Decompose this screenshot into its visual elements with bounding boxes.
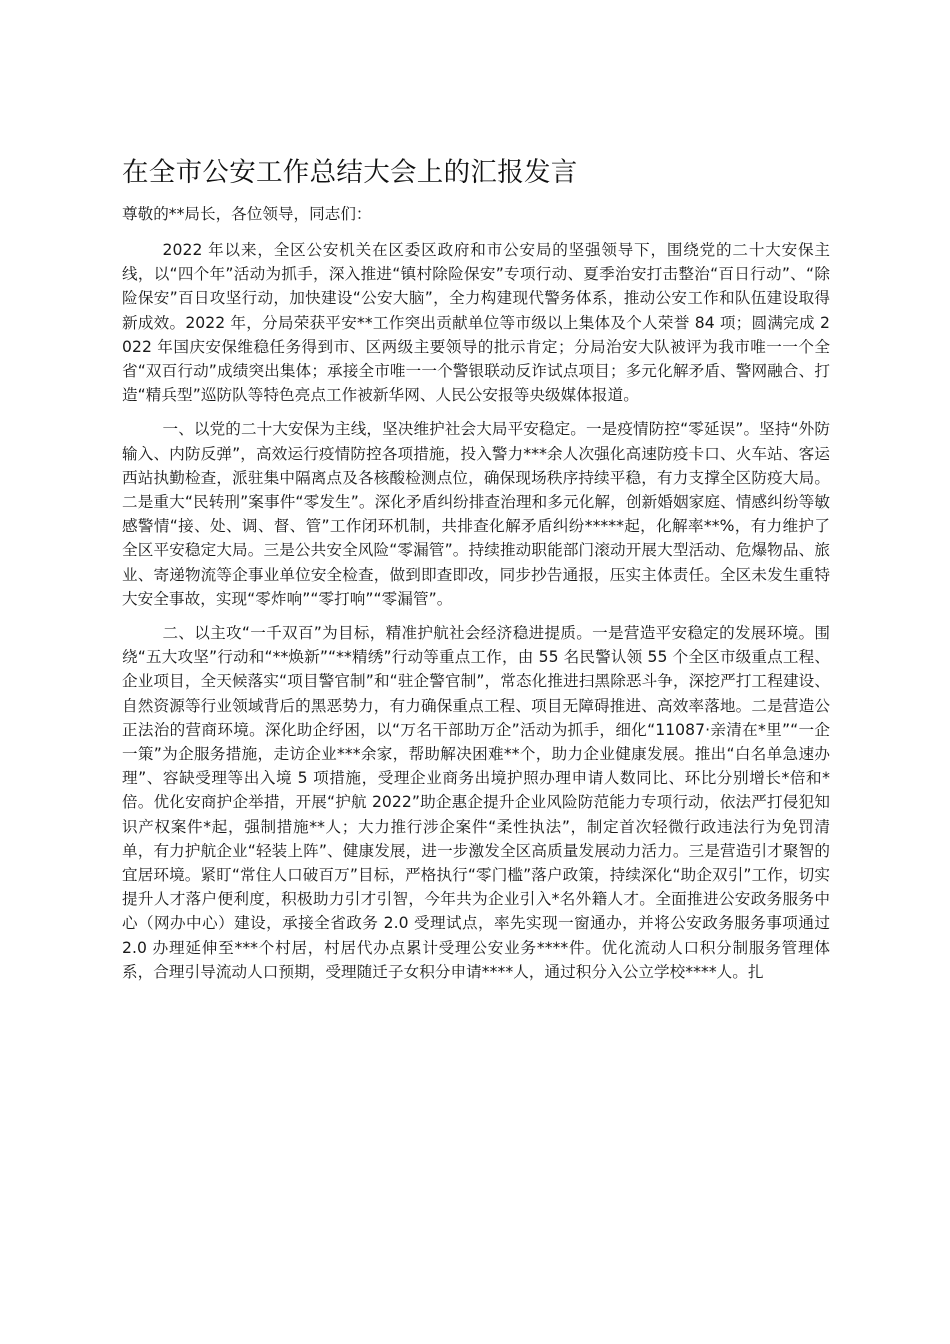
- document-page: [122, 150, 830, 994]
- salutation: 尊敬的**局长，各位领导，同志们：: [122, 205, 372, 223]
- paragraph-section-one: 一、以党的二十大安保为主线，坚决维护社会大局平安稳定。一是疫情防控“零延误”。坚持“外防输入、内防反弹”，高效运行疫情防控各项措施，投入警力***余人次强化高速防疫卡口、火车站、客运西站执勤检查，派驻集中隔离点及各核酸检测点位，确保现场秩序持续平稳，有力支撑全区防疫大局。二是重大“民转刑”案事件“零发生”。深化矛盾纠纷排查治理和多元化解，创新婚姻家庭、情感纠纷等敏感警情“接、处、调、督、管”工作闭环机制，共排查化解矛盾纠纷*****起，化解率**%，有力维护了全区平安稳定大局。三是公共安全风险“零漏管”。持续推动职能部门滚动开展大型活动、危爆物品、旅业、寄递物流等企事业单位安全检查，做到即查即改，同步抄告通报，压实主体责任。全区未发生重特大安全事故，实现“零炸响”“零打响”“零漏管”。: [122, 420, 830, 608]
- document-title: 在全市公安工作总结大会上的汇报发言: [122, 157, 578, 188]
- paragraph-section-two: 二、以主攻“一千双百”为目标，精准护航社会经济稳进提质。一是营造平安稳定的发展环境。围绕“五大攻坚”行动和“**焕新”“**精绣”行动等重点工作，由 55 名民警认领 55 个全区市级重点工程、企业项目，全天候落实“项目警官制”和“驻企警官制”，常态化推进扫黑除恶斗争，深挖严打工程建设、自然资源等行业领域背后的黑恶势力，有力确保重点工程、项目无障碍推进、高效率落地。二是营造公正法治的营商环境。深化助企纾困，以“万名干部助万企”活动为抓手，细化“11087·亲清在*里”“一企一策”为企服务措施，走访企业***余家，帮助解决困难**个，助力企业健康发展。推出“白名单急速办理”、容缺受理等出入境 5 项措施，受理企业商务出境护照办理申请人数同比、环比分别增长*倍和*倍。优化安商护企举措，开展“护航 2022”助企惠企提升企业风险防范能力专项行动，依法严打侵犯知识产权案件*起，强制措施**人；大力推行涉企案件“柔性执法”，制定首次轻微行政违法行为免罚清单，有力护航企业“轻装上阵”、健康发展，进一步激发全区高质量发展动力活力。三是营造引才聚智的宜居环境。紧盯“常住人口破百万”目标，严格执行“零门槛”落户政策，持续深化“助企双引”工作，切实提升人才落户便利度，积极助力引才引智，今年共为企业引入*名外籍人才。全面推进公安政务服务中心（网办中心）建设，承接全省政务 2.0 受理试点，率先实现一窗通办，并将公安政务服务事项通过 2.0 办理延伸至***个村居，村居代办点累计受理公安业务****件。优化流动人口积分制服务管理体系，合理引导流动人口预期，受理随迁子女积分申请****人，通过积分入公立学校****人。扎: [122, 624, 830, 981]
- paragraph-intro: 2022 年以来，全区公安机关在区委区政府和市公安局的坚强领导下，围绕党的二十大安保主线，以“四个年”活动为抓手，深入推进“镇村除险保安”专项行动、夏季治安打击整治“百日行动”、“除险保安”百日攻坚行动，加快建设“公安大脑”，全力构建现代警务体系，推动公安工作和队伍建设取得新成效。2022 年，分局荣获平安**工作突出贡献单位等市级以上集体及个人荣誉 84 项；圆满完成 2022 年国庆安保维稳任务得到市、区两级主要领导的批示肯定；分局治安大队被评为我市唯一一个全省“双百行动”成绩突出集体；承接全市唯一一个警银联动反诈试点项目；多元化解矛盾、警网融合、打造“精兵型”巡防队等特色亮点工作被新华网、人民公安报等央级媒体报道。: [122, 241, 830, 405]
